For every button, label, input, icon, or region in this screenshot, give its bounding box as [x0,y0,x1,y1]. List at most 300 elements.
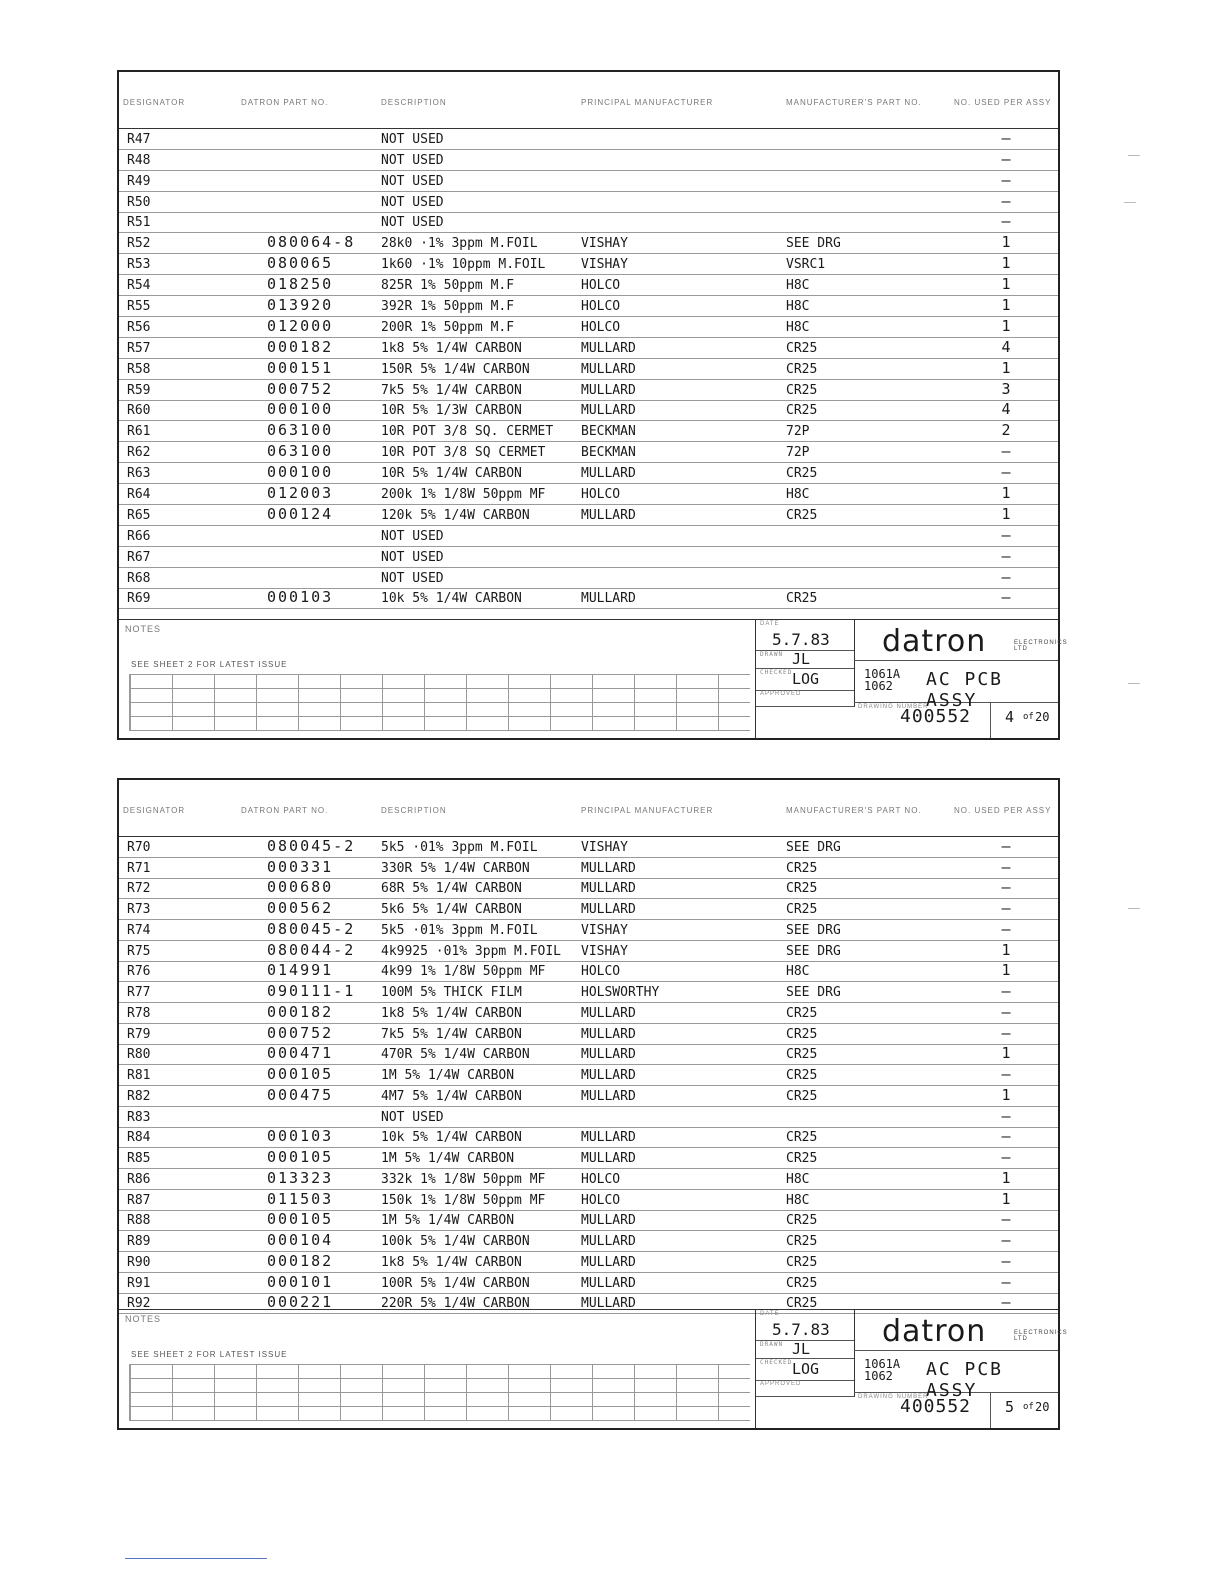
datron-part-cell: 011503 [267,1189,334,1208]
margin-mark [1128,155,1140,156]
checked-cell [756,1358,855,1381]
datron-part-cell: 000100 [267,400,334,419]
description-cell: 825R 1% 50ppm M.F [381,278,515,294]
header-mfr-part: MANUFACTURER'S PART NO. [786,98,922,107]
datron-part-cell: 000103 [267,1127,334,1146]
description-cell: 10R POT 3/8 SQ. CERMET [381,424,554,440]
qty-cell: — [1001,1002,1011,1021]
manufacturer-cell: VISHAY [581,236,628,252]
description-cell: 5k5 ·01% 3ppm M.FOIL [381,839,538,855]
drawing-number-label: DRAWING NUMBER [858,704,929,710]
mfr-part-cell [782,586,950,588]
designator-cell: R59 [127,382,151,398]
description-cell: 1k8 5% 1/4W CARBON [381,1005,522,1021]
manufacturer-cell: MULLARD [581,881,636,897]
mfr-part-cell: CR25 [786,466,818,482]
manufacturer-cell: MULLARD [581,382,636,398]
designator-cell: R75 [127,943,151,959]
table-row [119,589,1058,610]
mfr-part-cell: 72P [786,445,810,461]
mfr-part-cell: CR25 [786,860,818,876]
designator-cell: R65 [127,507,151,523]
mfr-part-cell: SEE DRG [786,985,841,1000]
mfr-part-cell [782,565,950,567]
margin-mark [1128,683,1140,684]
manufacturer-cell: HOLCO [581,319,621,335]
title-block-right [755,1310,1068,1428]
datron-part-cell: 080065 [267,254,334,273]
table-row [119,150,1058,171]
mfr-part-cell: CR25 [786,403,818,419]
mfr-part-cell: CR25 [786,1047,818,1063]
datron-part-cell: 000100 [267,463,334,482]
mfr-part-cell: SEE DRG [786,922,841,938]
manufacturer-cell: HOLCO [581,1171,621,1187]
qty-cell: 1 [1001,254,1011,273]
manufacturer-cell: MULLARD [581,1213,636,1229]
revision-grid [129,1364,750,1421]
mfr-part-cell: CR25 [786,1088,818,1104]
header-manufacturer: PRINCIPAL MANUFACTURER [581,806,714,815]
manufacturer-cell: VISHAY [581,839,628,855]
qty-cell: — [1001,212,1011,231]
datron-part-cell [119,565,377,567]
mfr-part-cell: CR25 [786,340,818,356]
manufacturer-cell: MULLARD [581,1234,636,1249]
manufacturer-cell: MULLARD [581,1047,636,1063]
mfr-part-cell: CR25 [786,1005,818,1021]
qty-cell: — [1001,1065,1011,1083]
qty-cell: 4 [1001,400,1011,419]
description-cell: NOT USED [381,173,444,189]
table-row [119,837,1058,858]
datron-part-cell: 000680 [267,878,334,897]
qty-cell: — [1001,588,1011,607]
parts-list-sheet-4 [117,70,1068,740]
table-row [119,1273,1058,1294]
designator-cell: R83 [127,1109,151,1125]
manufacturer-cell [577,230,782,232]
drawn-cell [756,1340,855,1359]
header-no-used: NO. USED PER ASSY [954,98,1052,107]
designator-cell: R81 [127,1068,151,1083]
margin-mark [1128,908,1140,909]
table-row [119,1045,1058,1066]
table-row [119,526,1058,547]
date-label: DATE [760,1311,780,1317]
table-row [119,982,1058,1003]
datron-part-cell [119,147,377,149]
date-cell [756,1310,855,1341]
designator-cell: R54 [127,278,151,294]
mfr-part-cell: CR25 [786,1234,818,1249]
qty-cell: — [1001,463,1011,482]
title-block [119,1309,1068,1428]
description-cell: 10R 5% 1/4W CARBON [381,466,522,482]
manufacturer-cell: MULLARD [581,1151,636,1166]
company-logo: datron [882,624,987,659]
header-description: DESCRIPTION [381,806,447,815]
mfr-part-cell: SEE DRG [786,236,841,252]
table-row [119,1024,1058,1045]
description-cell: 5k6 5% 1/4W CARBON [381,902,522,917]
qty-cell: — [1001,170,1011,189]
latest-issue-note: SEE SHEET 2 FOR LATEST ISSUE [131,660,288,669]
table-row [119,962,1058,983]
drawn-label: DRAWN [760,651,784,658]
mfr-part-cell [782,168,950,170]
datron-part-cell: 000752 [267,1023,334,1042]
sheet-number-cell [990,1392,1061,1428]
mfr-part-cell: CR25 [786,1296,818,1312]
description-cell: 1k60 ·1% 10ppm M.FOIL [381,257,546,273]
table-row [119,484,1058,505]
description-cell: 1M 5% 1/4W CARBON [381,1151,515,1166]
table-row [119,879,1058,900]
parts-table-body [119,837,1058,1314]
approved-label: APPROVED [760,1381,802,1387]
description-cell: 100k 5% 1/4W CARBON [381,1234,530,1249]
table-row [119,129,1058,150]
designator-cell: R68 [127,570,151,586]
manufacturer-cell: BECKMAN [581,424,636,440]
mfr-part-cell [782,147,950,149]
designator-cell: R90 [127,1254,151,1270]
manufacturer-cell: MULLARD [581,1254,636,1270]
sheet-of: of [1023,1402,1034,1412]
mfr-part-cell: SEE DRG [786,839,841,855]
datron-part-cell [119,189,377,191]
designator-cell: R76 [127,964,151,980]
manufacturer-cell: MULLARD [581,361,636,377]
qty-cell: — [1001,525,1011,544]
company-subtitle: ELECTRONICS LTD [1014,640,1068,652]
description-cell: NOT USED [381,152,444,168]
company-logo: datron [882,1314,987,1349]
manufacturer-cell: MULLARD [581,860,636,876]
table-row [119,920,1058,941]
parts-list-sheet-5 [117,778,1068,1430]
description-cell: 220R 5% 1/4W CARBON [381,1296,530,1312]
manufacturer-cell: HOLSWORTHY [581,985,660,1000]
table-row [119,899,1058,920]
description-cell: 100R 5% 1/4W CARBON [381,1275,530,1291]
drawing-title: AC PCB ASSY [926,1359,1004,1401]
mfr-part-cell: CR25 [786,507,818,523]
datron-part-cell [119,230,377,232]
manufacturer-cell [577,189,782,191]
designator-cell: R73 [127,902,151,917]
mfr-part-cell: CR25 [786,881,818,897]
description-cell: 330R 5% 1/4W CARBON [381,860,530,876]
manufacturer-cell: MULLARD [581,902,636,917]
designator-cell: R82 [127,1088,151,1104]
date-value: 5.7.83 [772,630,830,649]
designator-cell: R52 [127,236,151,252]
mfr-part-cell: H8C [786,964,810,980]
qty-cell: — [1001,442,1011,461]
mfr-part-cell: H8C [786,278,810,294]
table-row [119,1065,1058,1086]
header-datron-part: DATRON PART NO. [241,98,329,107]
datron-part-cell: 014991 [267,961,334,980]
datron-part-cell: 000101 [267,1272,334,1291]
mfr-part-cell: CR25 [786,1068,818,1083]
manufacturer-cell: MULLARD [581,1026,636,1042]
table-row [119,421,1058,442]
designator-cell: R67 [127,549,151,565]
mfr-part-cell: CR25 [786,1213,818,1229]
manufacturer-cell: HOLCO [581,964,621,980]
sheet-total: 20 [1035,710,1050,724]
qty-cell: 1 [1001,233,1011,252]
designator-cell: R78 [127,1005,151,1021]
datron-part-cell: 080064-8 [267,233,356,252]
table-row [119,1211,1058,1232]
qty-cell: — [1001,1231,1011,1249]
drawn-value: JL [792,1340,811,1358]
qty-cell: — [1001,191,1011,210]
mfr-part-cell: CR25 [786,1130,818,1146]
table-row [119,317,1058,338]
checked-value: LOG [792,1360,820,1378]
table-row [119,380,1058,401]
notes-label: NOTES [125,1314,162,1324]
qty-cell: 3 [1001,379,1011,398]
designator-cell: R74 [127,922,151,938]
mfr-part-cell: CR25 [786,591,818,607]
description-cell: 1M 5% 1/4W CARBON [381,1213,515,1229]
table-row [119,1003,1058,1024]
qty-cell: — [1001,836,1011,855]
description-cell: NOT USED [381,528,444,544]
datron-part-cell: 000151 [267,358,334,377]
designator-cell: R86 [127,1171,151,1187]
mfr-part-cell [782,230,950,232]
mfr-part-cell: CR25 [786,1151,818,1166]
designator-cell: R87 [127,1192,151,1208]
datron-part-cell: 000562 [267,899,334,917]
table-row [119,463,1058,484]
designator-cell: R69 [127,591,151,607]
manufacturer-cell: MULLARD [581,1088,636,1104]
datron-part-cell: 000221 [267,1293,334,1312]
company-subtitle: ELECTRONICS LTD [1014,1330,1068,1342]
datron-part-cell [119,210,377,212]
table-row [119,192,1058,213]
description-cell: 10R 5% 1/3W CARBON [381,403,522,419]
qty-cell: — [1001,149,1011,168]
designator-cell: R48 [127,152,151,168]
drawing-title: AC PCB ASSY [926,669,1004,711]
manufacturer-cell [577,147,782,149]
manufacturer-cell: MULLARD [581,1296,636,1312]
date-label: DATE [760,621,780,627]
datron-part-cell: 000182 [267,1251,334,1270]
qty-cell: 1 [1001,504,1011,523]
designator-cell: R89 [127,1234,151,1249]
designator-cell: R88 [127,1213,151,1229]
mfr-part-cell [782,189,950,191]
datron-part-cell: 012000 [267,316,334,335]
datron-part-cell [119,544,377,546]
manufacturer-cell: HOLCO [581,1192,621,1208]
mfr-part-cell: H8C [786,487,810,503]
header-designator: DESIGNATOR [123,98,186,107]
description-cell: 10k 5% 1/4W CARBON [381,591,522,607]
qty-cell: — [1001,878,1011,897]
manufacturer-cell: MULLARD [581,1005,636,1021]
description-cell: 392R 1% 50ppm M.F [381,299,515,315]
qty-cell: — [1001,1272,1011,1291]
sheet-of: of [1023,712,1034,722]
description-cell: 120k 5% 1/4W CARBON [381,507,530,523]
datron-part-cell: 063100 [267,442,334,461]
qty-cell: — [1001,1148,1011,1166]
designator-cell: R92 [127,1296,151,1312]
datron-part-cell: 000105 [267,1065,334,1083]
designator-cell: R85 [127,1151,151,1166]
manufacturer-cell: HOLCO [581,278,621,294]
description-cell: 1M 5% 1/4W CARBON [381,1068,515,1083]
designator-cell: R50 [127,194,151,210]
date-cell [756,620,855,651]
manufacturer-cell: MULLARD [581,591,636,607]
table-row [119,941,1058,962]
manufacturer-cell: MULLARD [581,1130,636,1146]
table-header [119,72,1058,129]
description-cell: NOT USED [381,131,444,147]
page-footer-rule [125,1558,267,1559]
datron-part-cell: 000331 [267,857,334,876]
table-row [119,442,1058,463]
approved-cell [756,690,855,707]
manufacturer-cell: MULLARD [581,1068,636,1083]
description-cell: 28k0 ·1% 3ppm M.FOIL [381,236,538,252]
description-cell: 1k8 5% 1/4W CARBON [381,340,522,356]
description-cell: 200R 1% 50ppm M.F [381,319,515,335]
datron-part-cell [119,168,377,170]
manufacturer-cell: MULLARD [581,340,636,356]
description-cell: 470R 5% 1/4W CARBON [381,1047,530,1063]
designator-cell: R47 [127,131,151,147]
table-row [119,858,1058,879]
mfr-part-cell: CR25 [786,902,818,917]
datron-part-cell: 000182 [267,337,334,356]
datron-part-cell: 000752 [267,379,334,398]
parts-table-body [119,129,1058,609]
title-block [119,619,1068,738]
table-row [119,171,1058,192]
table-row [119,1107,1058,1128]
qty-cell: 1 [1001,484,1011,503]
datron-part-cell: 063100 [267,421,334,440]
qty-cell: — [1001,567,1011,586]
datron-part-cell: 000105 [267,1210,334,1229]
designator-cell: R66 [127,528,151,544]
datron-part-cell: 080045-2 [267,836,356,855]
datron-part-cell [119,1125,377,1127]
qty-cell: — [1001,1106,1011,1125]
manufacturer-cell: MULLARD [581,403,636,419]
qty-cell: 1 [1001,316,1011,335]
header-manufacturer: PRINCIPAL MANUFACTURER [581,98,714,107]
description-cell: 4k9925 ·01% 3ppm M.FOIL [381,943,562,959]
drawn-label: DRAWN [760,1341,784,1348]
qty-cell: 4 [1001,337,1011,356]
drawn-cell [756,650,855,669]
datron-part-cell: 000105 [267,1148,334,1166]
qty-cell: 1 [1001,1189,1011,1208]
manufacturer-cell [577,210,782,212]
header-mfr-part: MANUFACTURER'S PART NO. [786,806,922,815]
qty-cell: — [1001,1251,1011,1270]
datron-part-cell: 013323 [267,1168,334,1187]
qty-cell: 2 [1001,421,1011,440]
designator-cell: R49 [127,173,151,189]
table-row [119,568,1058,589]
table-row [119,547,1058,568]
qty-cell: — [1001,128,1011,147]
revision-grid [129,674,750,731]
mfr-part-cell: CR25 [786,1254,818,1270]
qty-cell: — [1001,982,1011,1000]
manufacturer-cell: VISHAY [581,943,628,959]
mfr-part-cell [782,1125,950,1127]
description-cell: NOT USED [381,1109,444,1125]
designator-cell: R77 [127,985,151,1000]
sheet-number: 5 [1005,1398,1015,1416]
table-row [119,254,1058,275]
company-logo-cell [854,620,1068,661]
datron-part-cell: 013920 [267,296,334,315]
mfr-part-cell: 72P [786,424,810,440]
qty-cell: 1 [1001,1044,1011,1063]
table-row [119,1190,1058,1211]
designator-cell: R64 [127,487,151,503]
mfr-part-cell: H8C [786,299,810,315]
designator-cell: R62 [127,445,151,461]
designator-cell: R55 [127,299,151,315]
description-cell: 200k 1% 1/8W 50ppm MF [381,487,546,503]
checked-label: CHECKED [760,1359,793,1366]
designator-cell: R80 [127,1047,151,1063]
qty-cell: 1 [1001,1085,1011,1104]
datron-part-cell: 000104 [267,1231,334,1249]
designator-cell: R57 [127,340,151,356]
description-cell: 68R 5% 1/4W CARBON [381,881,522,897]
table-row [119,505,1058,526]
latest-issue-note: SEE SHEET 2 FOR LATEST ISSUE [131,1350,288,1359]
designator-cell: R60 [127,403,151,419]
designator-cell: R79 [127,1026,151,1042]
header-designator: DESIGNATOR [123,806,186,815]
manufacturer-cell [577,168,782,170]
table-row [119,1231,1058,1252]
designator-cell: R63 [127,466,151,482]
table-row [119,359,1058,380]
table-row [119,401,1058,422]
manufacturer-cell [577,1125,782,1127]
checked-value: LOG [792,670,820,688]
manufacturer-cell: MULLARD [581,507,636,523]
qty-cell: — [1001,857,1011,876]
qty-cell: 1 [1001,296,1011,315]
mfr-part-cell [782,210,950,212]
designator-cell: R56 [127,319,151,335]
model-number: 1061A 1062 [864,667,901,693]
sheet-number-cell [990,702,1061,738]
